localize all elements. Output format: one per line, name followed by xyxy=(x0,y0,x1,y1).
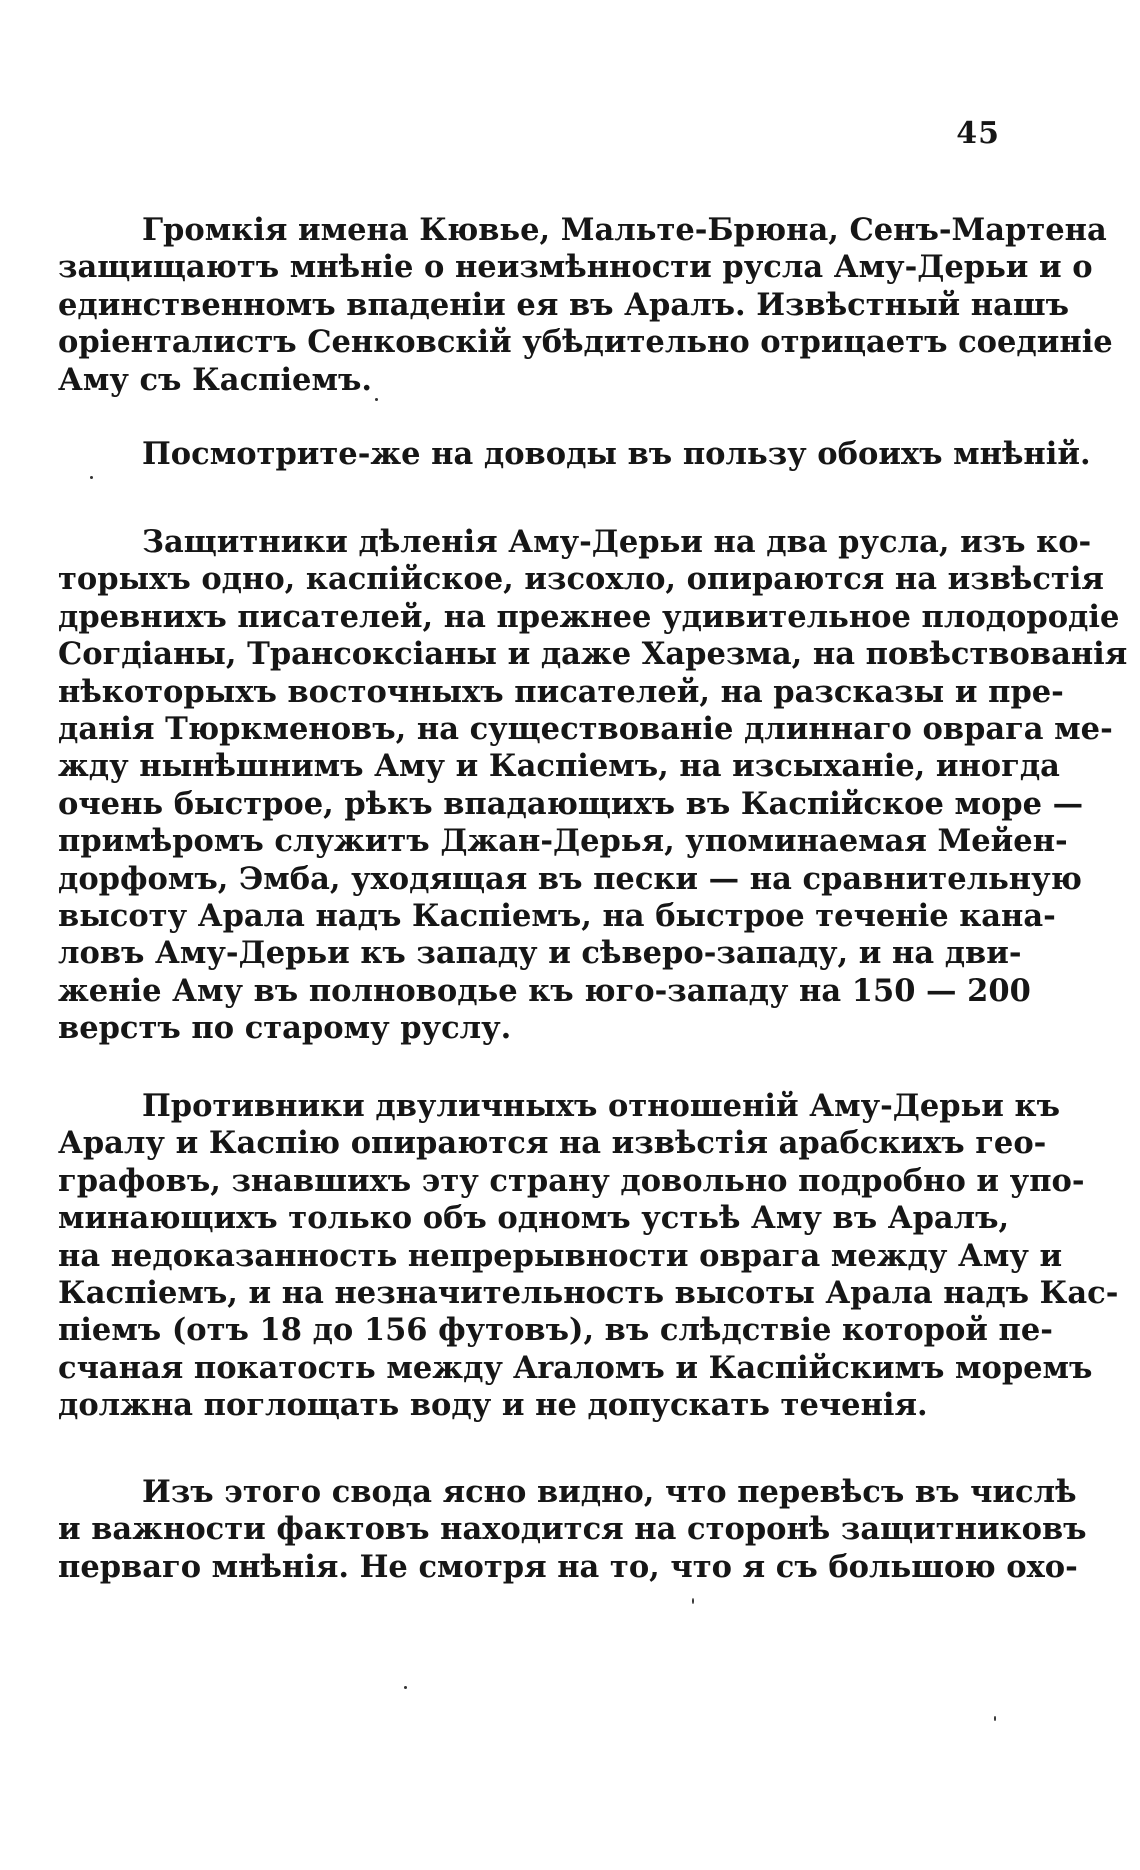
scan-speck xyxy=(90,476,93,479)
text-line: Аралу и Каспію опираются на извѣстія арабскихъ гео- xyxy=(58,1125,1047,1162)
text-line: минающихъ только объ одномъ устьѣ Аму въ Аралъ, xyxy=(58,1200,1010,1237)
text-line: Посмотрите-же на доводы въ пользу обоихъ мнѣній. xyxy=(142,436,1091,472)
paragraph-2 xyxy=(58,436,1091,473)
text-line: данія Тюркменовъ, на существованіе длиннаго оврага ме- xyxy=(58,710,1113,747)
text-line: Аму съ Каспіемъ. xyxy=(58,361,372,398)
page-number: 45 xyxy=(956,116,1000,151)
text-line: Громкія имена Кювье, Мальте-Брюна, Сенъ-Мартена xyxy=(142,212,1107,248)
text-line: на недоказанность непрерывности оврага между Аму и xyxy=(58,1237,1063,1274)
text-line: высоту Арала надъ Каспіемъ, на быстрое теченіе кана- xyxy=(58,897,1056,934)
text-line: женіе Аму въ полноводье къ юго-западу на 150 — 200 xyxy=(58,972,1031,1009)
text-line: перваго мнѣнія. Не смотря на то, что я съ большою охо- xyxy=(58,1548,1078,1585)
scan-speck xyxy=(375,398,378,401)
text-line: древнихъ писателей, на прежнее удивительное плодородіе xyxy=(58,598,1120,635)
scan-speck xyxy=(994,1716,996,1721)
text-line: піемъ (отъ 18 до 156 футовъ), въ слѣдствіе которой пе- xyxy=(58,1312,1053,1349)
scan-speck xyxy=(692,1598,694,1604)
text-line: единственномъ впаденіи ея въ Аралъ. Извѣстный нашъ xyxy=(58,286,1070,323)
text-line: графовъ, знавшихъ эту страну довольно подробно и упо- xyxy=(58,1162,1085,1199)
text-line: Изъ этого свода ясно видно, что перевѣсъ въ числѣ xyxy=(142,1474,1077,1510)
text-line: дорфомъ, Эмба, уходящая въ пески — на сравнительную xyxy=(58,860,1082,897)
paragraph-1 xyxy=(58,212,1113,399)
paragraph-5 xyxy=(58,1474,1087,1586)
paragraph-3 xyxy=(58,524,1128,1047)
text-line: торыхъ одно, каспійское, изсохло, опираются на извѣстія xyxy=(58,561,1104,598)
text-line: Защитники дѣленія Аму-Дерьи на два русла, изъ ко- xyxy=(142,524,1092,560)
text-line: Противники двуличныхъ отношеній Аму-Дерьи къ xyxy=(142,1088,1060,1124)
text-line: защищаютъ мнѣніе о неизмѣнности русла Аму-Дерьи и о xyxy=(58,249,1093,286)
text-line: очень быстрое, рѣкъ впадающихъ въ Каспійское море — xyxy=(58,785,1084,822)
text-line: и важности фактовъ находится на сторонѣ защитниковъ xyxy=(58,1511,1087,1548)
text-line: нѣкоторыхъ восточныхъ писателей, на разсказы и пре- xyxy=(58,673,1064,710)
text-line: ловъ Аму-Дерьи къ западу и сѣверо-западу, и на дви- xyxy=(58,935,1022,972)
text-line: должна поглощать воду и не допускать теченія. xyxy=(58,1387,928,1424)
paragraph-4 xyxy=(58,1088,1119,1425)
text-line: примѣромъ служитъ Джан-Дерья, упоминаемая Мейен- xyxy=(58,823,1068,860)
text-line: оріенталистъ Сенковскій убѣдительно отрицаетъ соединіе xyxy=(58,324,1113,361)
text-line: жду нынѣшнимъ Аму и Каспіемъ, на изсыханіе, иногда xyxy=(58,748,1060,785)
scan-speck xyxy=(404,1686,407,1689)
text-line: Согдіаны, Трансоксіаны и даже Харезма, на повѣствованія xyxy=(58,636,1128,673)
text-line: Каспіемъ, и на незначительность высоты Арала надъ Кас- xyxy=(58,1274,1119,1311)
text-line: верстъ по старому руслу. xyxy=(58,1010,512,1047)
text-line: счаная покатость между Araломъ и Каспійскимъ моремъ xyxy=(58,1349,1093,1386)
